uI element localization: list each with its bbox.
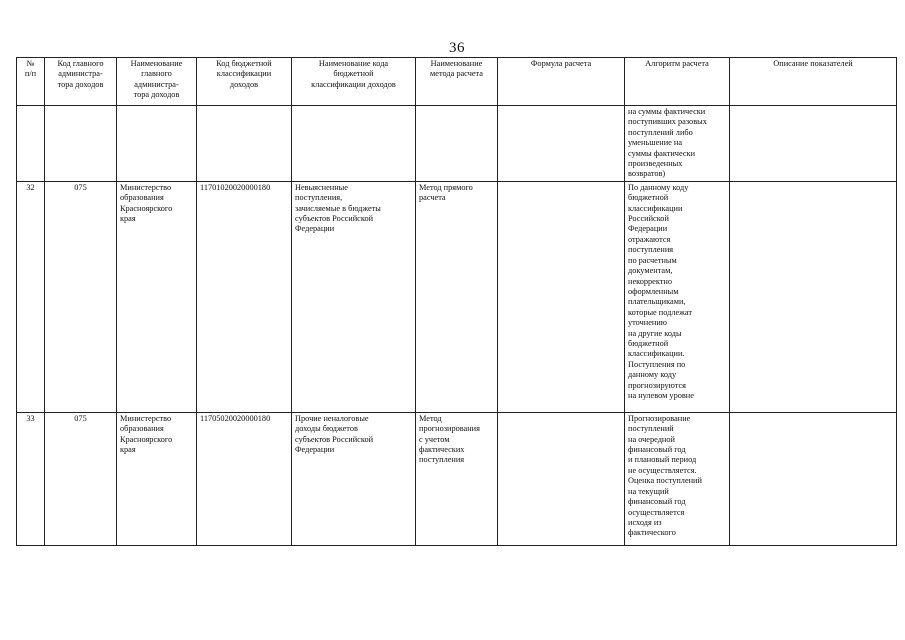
page-number: 36 [449,40,465,56]
header-formula: Формула расчета [498,58,625,106]
cell-description [730,106,897,182]
header-kbk-name: Наименование кода бюджетной классификации доходов [292,58,416,106]
header-num: № п/п [17,58,45,106]
cell-admin-code: 075 [45,181,117,412]
cell-algorithm: Прогнозирование поступлений на очередной финансовый год и плановый период не осуществляется. Оценка поступлений на текущий финансовый год осуществляется исходя из фактического [625,412,730,545]
cell-formula [498,106,625,182]
cell-kbk-name: Невыясненные поступления, зачисляемые в бюджеты субъектов Российской Федерации [292,181,416,412]
cell-admin-name [117,106,197,182]
cell-description [730,412,897,545]
header-description: Описание показателей [730,58,897,106]
table-row [17,106,897,182]
cell-method: Метод прямого расчета [416,181,498,412]
cell-method [416,106,498,182]
cell-algorithm: на суммы фактически поступивших разовых поступлений либо уменьшение на суммы фактически произведенных возвратов) [625,106,730,182]
cell-description [730,181,897,412]
cell-method: Метод прогнозирования с учетом фактических поступления [416,412,498,545]
cell-admin-name: Министерство образования Красноярского края [117,181,197,412]
header-admin-code: Код главного администра- тора доходов [45,58,117,106]
income-forecast-table [16,57,897,546]
cell-kbk [197,106,292,182]
header-admin-name: Наименование главного администра- тора доходов [117,58,197,106]
table-row [17,181,897,412]
cell-num [17,106,45,182]
cell-kbk: 11701020020000180 [197,181,292,412]
cell-num: 32 [17,181,45,412]
header-kbk: Код бюджетной классификации доходов [197,58,292,106]
cell-formula [498,412,625,545]
cell-admin-name: Министерство образования Красноярского края [117,412,197,545]
cell-algorithm: По данному коду бюджетной классификации Российской Федерации отражаются поступления по расчетным документам, некорректно оформленным плательщиками, которые подлежат уточнению на другие коды бюджетной классификации. Поступления по данному коду прогнозируются на нулевом уровне [625,181,730,412]
cell-num: 33 [17,412,45,545]
header-algorithm: Алгоритм расчета [625,58,730,106]
table-header-row [17,58,897,106]
table-row [17,412,897,545]
cell-kbk-name [292,106,416,182]
cell-kbk: 11705020020000180 [197,412,292,545]
cell-admin-code: 075 [45,412,117,545]
cell-formula [498,181,625,412]
cell-kbk-name: Прочие неналоговые доходы бюджетов субъектов Российской Федерации [292,412,416,545]
header-method: Наименование метода расчета [416,58,498,106]
cell-admin-code [45,106,117,182]
